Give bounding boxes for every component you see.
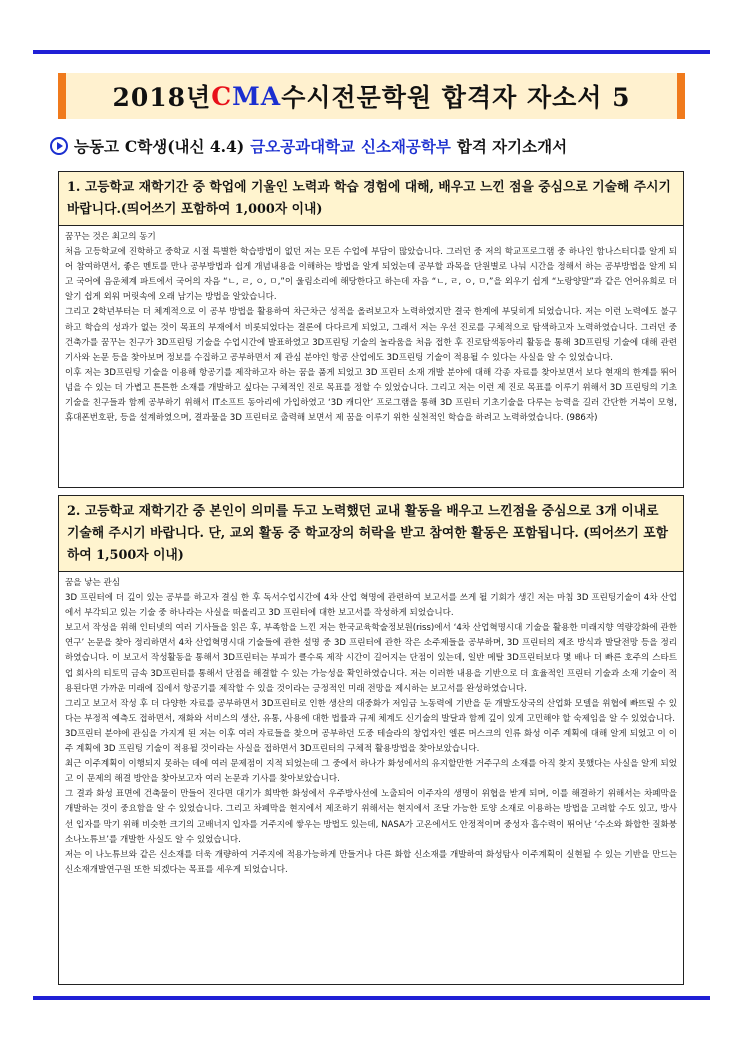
answer-2-heading: 꿈을 낳는 관심	[65, 578, 120, 588]
top-rule	[33, 50, 710, 54]
question-2: 2. 고등학교 재학기간 중 본인이 의미를 두고 노력했던 교내 활동을 배우고 느낀점을 중심으로 3개 이내로 기술해 주시기 바랍니다. 단, 교외 활동 중 학교장의 허락을 받고 참여한 활동은 포함됩니다. (띄어쓰기 포함하여 1,500자 이내)	[59, 496, 683, 572]
page-title	[58, 73, 685, 119]
subtitle-university: 금오공과대학교	[250, 137, 355, 156]
title-cma-c: C	[211, 81, 233, 111]
subtitle	[50, 133, 700, 159]
subtitle-suffix: 합격 자기소개서	[456, 137, 568, 156]
answer-paragraph: 3D 프린터에 더 깊이 있는 공부를 하고자 결심 한 후 독서수업시간에 4차 산업 혁명에 관련하여 보고서를 쓰게 될 기회가 생긴 저는 마침 3D 프린팅기술이 4차 산업에서 부각되고 있는 기술 중 하나라는 사실을 떠올리고 3D 프린터에 대한 보고서를 작성하게 되었습니다.	[65, 593, 677, 619]
answer-paragraph: 그리고 2학년부터는 더 체계적으로 이 공부 방법을 활용하여 차근차근 성적을 올려보고자 노력하였지만 결국 한계에 부딪히게 되었습니다. 저는 이런 노력에도 불구하고 학습의 성과가 없는 것이 목표의 부재에서 비롯되었다는 결론에 다다르게 되었고, 그래서 저는 우선 진로를 구체적으로 탐색하고자 노력하였습니다. 그러던 중 건축가를 꿈꾸는 친구가 3D프린팅 기술을 수업시간에 발표하였고 3D프린팅 기술의 놀라움을 처음 접한 후 진로탐색동아리 활동을 통해 3D프린팅 기술에 대해 관련기사와 논문 등을 찾아보며 정보를 수집하고 공부하면서 제 관심 분야인 항공 산업에도 3D프린팅 기술이 적용될 수 있다는 사실을 알 수 있었습니다.	[65, 307, 677, 363]
answer-paragraph: 그리고 보고서 작성 후 더 다양한 자료를 공부하면서 3D프린터로 인한 생산의 대중화가 저임금 노동력에 기반을 둔 개발도상국의 산업화 모델을 위협에 빠뜨릴 수 있다는 부정적 예측도 접하면서, 재화와 서비스의 생산, 유통, 사용에 대한 법률과 규제 체계도 신기술의 발달과 함께 깊이 있게 고민해야 할 숙제임을 알 수 있었습니다.	[65, 698, 677, 724]
question-1: 1. 고등학교 재학기간 중 학업에 기울인 노력과 학습 경험에 대해, 배우고 느낀 점을 중심으로 기술해 주시기 바랍니다.(띄어쓰기 포함하여 1,000자 이내)	[59, 172, 683, 226]
title-cma-ma: MA	[232, 81, 282, 111]
play-circle-icon	[50, 137, 68, 155]
title-part2: 수시전문학원 합격자 자소서 5	[281, 83, 631, 112]
subtitle-student: C학생(내신 4.4)	[124, 137, 245, 156]
answer-paragraph: 보고서 작성을 위해 인터넷의 여러 기사들을 읽은 후, 부족함을 느낀 저는 한국교육학술정보원(riss)에서 ‘4차 산업혁명시대 기술을 활용한 미래지향 역량강화에 관한연구’ 논문을 찾아 정리하면서 4차 산업혁명시대 기술들에 관한 설명 중 3D 프린터에 관한 작은 소주제들을 공부하며, 3D 프린터의 제조 방식과 발달전망 등을 정리하였습니다. 이 보고서 작성활동을 통해서 3D프린터는 부피가 클수록 제작 시간이 길어지는 단점이 있는데, 일반 메탈 3D프린터보다 몇 배나 더 빠른 호주의 스타트업 회사의 티토믹 금속 3D프린터를 통해서 단점을 해결할 수 있는 가능성을 확인하였습니다. 저는 이러한 내용을 기반으로 더 효율적인 프린터 기술과 소재 기술이 적용된다면 가까운 미래에 집에서 항공기를 제작할 수 있을 것이라는 긍정적인 미래 전망을 제시하는 보고서를 완성하였습니다.	[65, 623, 677, 694]
answer-2	[59, 572, 683, 883]
answer-paragraph: 처음 고등학교에 진학하고 중학교 시절 특별한 학습방법이 없던 저는 모든 수업에 부담이 많았습니다. 그러던 중 저의 학교프로그램 중 하나인 함나스터디를 알게 되어 참여하면서, 좋은 멘토를 만나 공부방법과 쉽게 개념내용을 이해하는 방법을 알게 되었는데 공부할 과목을 단원별로 나눠 시간을 정해서 하는 공부방법을 알게 되고 국어에 음운체계 파트에서 국어의 자음 “ㄴ, ㄹ, ㅇ, ㅁ,”이 울림소리에 해당한다고 하는데 자음 “ㄴ, ㄹ, ㅇ, ㅁ,”을 외우기 쉽게 “노랑양말”과 같은 언어유희로 더 알기 쉽게 외워 머릿속에 오래 남기는 방법을 알았습니다.	[65, 247, 677, 303]
question-box-2	[58, 495, 684, 985]
answer-paragraph: 그 결과 화성 표면에 건축물이 만들어 진다면 대기가 희박한 화성에서 우주방사선에 노출되어 이주자의 생명이 위협을 받게 되며, 이를 해결하기 위해서는 차폐막을 개발하는 것이 중요함을 알 수 있었습니다. 그리고 차폐막을 현지에서 제조하기 위해서는 현지에서 조달 가능한 토양 소재로 이용하는 방법을 고려할 수도 있고, 방사선 입자를 막기 위해 비슷한 크기의 고배너지 입자를 거주지에 쌓우는 방법도 있는데, NASA가 고온에서도 안정적이며 중성자 흡수력이 뛰어난 ‘수소와 화합한 질화붕소나노튜브’를 개발한 사실도 알 수 있었습니다.	[65, 789, 677, 845]
answer-paragraph: 이후 저는 3D프린팅 기술을 이용해 항공기를 제작하고자 하는 꿈을 품게 되었고 3D 프린터 소재 개발 분야에 대해 각종 자료를 찾아보면서 보다 현재의 한계를 뛰어넘을 수 있는 더 가볍고 튼튼한 소재를 개발하고 싶다는 구체적인 진로 목표를 정할 수 있었습니다. 그리고 저는 이런 제 진로 목표를 이루기 위해서 3D 프린팅의 기초기술을 친구들과 함께 공부하기 위해서 IT소프트 동아리에 가입하였고 ‘3D 캐디안’ 프로그램을 통해 3D 프린터 기초기술을 다루는 능력을 길러 간단한 거북이 모형, 휴대폰번호판, 등을 설계하였으며, 결과물을 3D 프린터로 출력해 보면서 제 꿈을 이루기 위한 실천적인 학습을 하려고 노력하였습니다. (986자)	[65, 367, 677, 424]
answer-1-heading: 꿈꾸는 것은 최고의 동기	[65, 232, 156, 242]
title-part1: 2018년	[112, 83, 212, 112]
answer-paragraph: 3D프린터 분야에 관심을 가지게 된 저는 이후 여러 자료들을 찾으며 공부하던 도중 테슬라의 창업자인 엘론 머스크의 인류 화성 이주 계획에 대해 알게 되었고 이 이주 계획에 3D 프린팅 기술이 적용될 것이라는 사실을 접하면서 3D프린터의 구체적 활용방법을 찾아보았습니다.	[65, 728, 677, 755]
answer-paragraph: 저는 이 나노튜브와 같은 신소재를 더욱 개량하여 거주지에 적용가능하게 만들거나 다른 화합 신소재를 개발하여 화성탐사 이주계획이 실현될 수 있는 기반을 만드는 신소재개발연구원 또한 되겠다는 목표를 세우게 되었습니다.	[65, 849, 677, 875]
bottom-rule	[33, 996, 710, 1000]
answer-paragraph: 최근 이주계획이 이행되지 못하는 데에 여러 문제점이 지적 되었는데 그 중에서 하나가 화성에서의 유지할만한 거주구의 소재를 아직 찾지 못했다는 사실을 알게 되었고 이 문제의 해결 방안을 찾아보고자 여러 논문과 기사를 찾아보았습니다.	[65, 759, 677, 785]
subtitle-school: 능동고	[74, 137, 119, 156]
question-box-1	[58, 171, 684, 488]
subtitle-department: 신소재공학부	[361, 137, 451, 156]
answer-1	[59, 226, 683, 431]
